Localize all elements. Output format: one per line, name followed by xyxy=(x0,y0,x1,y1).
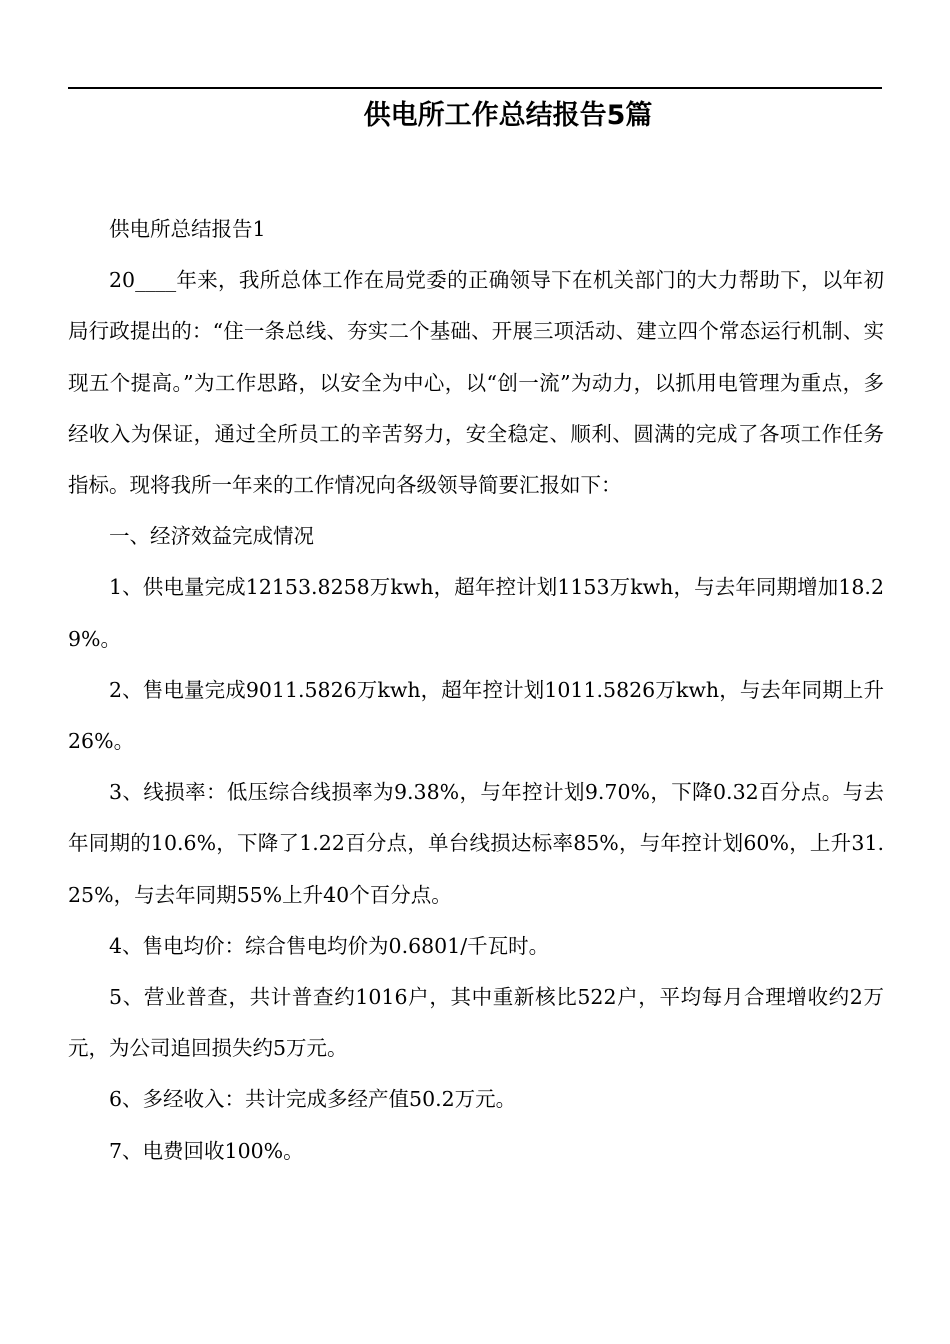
section-heading-report-1: 供电所总结报告1 xyxy=(109,217,266,241)
section-heading-economic: 一、经济效益完成情况 xyxy=(109,524,314,549)
header-rule xyxy=(68,87,882,89)
list-item-fee-recovery: 7、电费回收100%。 xyxy=(109,1138,304,1163)
list-item-business-survey: 5、营业普查，共计普查约1016户，其中重新核比522户，平均每月合理增收约2万元，为公司追回损失约5万元。 xyxy=(68,985,884,1061)
intro-paragraph: 20____年来，我所总体工作在局党委的正确领导下在机关部门的大力帮助下，以年初局行政提出的：“住一条总线、夯实二个基础、开展三项活动、建立四个常态运行机制、实现五个提高。”为工作思路，以安全为中心，以“创一流”为动力，以抓用电管理为重点，多经收入为保证，通过全所员工的辛苦努力，安全稳定、顺利、圆满的完成了各项工作任务指标。现将我所一年来的工作情况向各级领导简要汇报如下： xyxy=(68,268,884,498)
list-item-average-price: 4、售电均价：综合售电均价为0.6801/千瓦时。 xyxy=(109,933,550,958)
document-title: 供电所工作总结报告5篇 xyxy=(363,100,653,131)
document-body xyxy=(68,204,884,1177)
list-item-power-sales: 2、售电量完成9011.5826万kwh，超年控计划1011.5826万kwh，与去年同期上升26%。 xyxy=(68,677,884,754)
list-item-power-supply: 1、供电量完成12153.8258万kwh，超年控计划1153万kwh，与去年同期增加18.29%。 xyxy=(68,575,884,651)
list-item-diversified-income: 6、多经收入：共计完成多经产值50.2万元。 xyxy=(109,1087,517,1112)
list-item-line-loss: 3、线损率：低压综合线损率为9.38%，与年控计划9.70%，下降0.32百分点。与去年同期的10.6%，下降了1.22百分点，单台线损达标率85%，与年控计划60%，上升31.25%，与去年同期55%上升40个百分点。 xyxy=(68,780,884,907)
